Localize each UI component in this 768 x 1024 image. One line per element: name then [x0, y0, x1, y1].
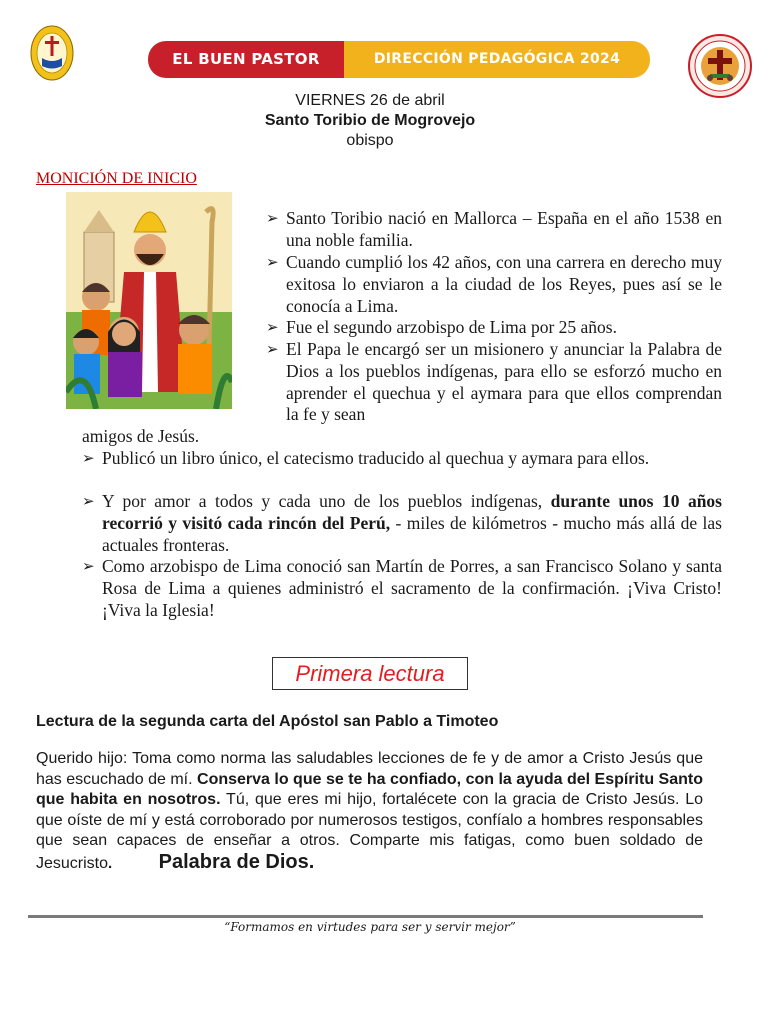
monicion-bullet-6: ➢ Y por amor a todos y cada uno de los pueblos indígenas, durante unos 10 años recorrió y visitó cada rincón del Perú, - miles de kilómetros - mucho más allá de las actuales fronteras. — [82, 491, 722, 555]
arrow-bullet-icon: ➢ — [82, 494, 95, 510]
banner-department: DIRECCIÓN PEDAGÓGICA 2024 — [344, 41, 650, 78]
arrow-bullet-icon: ➢ — [82, 451, 95, 467]
monicion-heading: MONICIÓN DE INICIO — [36, 170, 197, 187]
school-logo — [30, 24, 74, 82]
footer-motto: “Formamos en virtudes para ser y servir mejor” — [224, 920, 516, 934]
arrow-bullet-icon: ➢ — [266, 255, 279, 271]
banner-school-name: EL BUEN PASTOR — [148, 41, 344, 78]
monicion-bullet-4-continuation: amigos de Jesús. — [82, 426, 200, 446]
footer-divider — [28, 915, 703, 918]
emphasis-text: durante unos 10 años recorrió y visitó cada rincón del Perú, — [102, 491, 722, 533]
arrow-bullet-icon: ➢ — [266, 342, 279, 358]
parish-seal — [688, 34, 752, 98]
saint-title: obispo — [346, 132, 394, 149]
arrow-bullet-icon: ➢ — [266, 211, 279, 227]
monicion-bullet-2: ➢ Cuando cumplió los 42 años, con una carrera en derecho muy exitosa lo enviaron a la ciudad de los Reyes, pues así se le conocía a Lima. — [266, 252, 722, 316]
monicion-bullet-4: ➢ El Papa le encargó ser un misionero y anunciar la Palabra de Dios a los pueblos indígenas, para ello se esforzó mucho en aprender el quechua y el aymara para que ellos comprendan la fe y sean — [266, 339, 722, 425]
date-line: VIERNES 26 de abril — [295, 92, 445, 109]
saint-illustration — [66, 192, 232, 409]
saint-name: Santo Toribio de Mogrovejo — [264, 112, 476, 129]
closing-acclamation: Palabra de Dios. — [158, 850, 315, 873]
header-banner — [148, 41, 650, 78]
primera-lectura-title: Primera lectura — [272, 657, 468, 690]
reading-emphasis: Conserva lo que se te ha confiado, con la ayuda del Espíritu Santo que habita en nosotros. — [36, 770, 703, 809]
monicion-bullet-1: ➢ Santo Toribio nació en Mallorca – España en el año 1538 en una noble familia. — [266, 208, 722, 250]
reading-body: Querido hijo: Toma como norma las saludables lecciones de fe y de amor a Cristo Jesús que has escuchado de mí. Conserva lo que se te ha confiado, con la ayuda del Espíritu Santo que habita en nosotros. Tú, que eres mi hijo, fortalécete con la gracia de Cristo Jesús. Lo que oíste de mí y está corroborado por numerosos testigos, confíalo a hombres responsables que sean capaces de enseñar a otros. Comparte mis fatigas, como buen soldado de Jesucristo. Palabra de Dios. — [36, 750, 703, 873]
monicion-bullet-7: ➢ Como arzobispo de Lima conoció san Martín de Porres, a san Francisco Solano y santa Rosa de Lima a quienes administró el sacramento de la confirmación. ¡Viva Cristo! ¡Viva la Iglesia! — [82, 556, 722, 620]
arrow-bullet-icon: ➢ — [82, 559, 95, 575]
monicion-bullet-5: ➢ Publicó un libro único, el catecismo traducido al quechua y aymara para ellos. — [82, 448, 722, 470]
reading-heading: Lectura de la segunda carta del Apóstol san Pablo a Timoteo — [36, 713, 499, 730]
arrow-bullet-icon: ➢ — [266, 320, 279, 336]
monicion-bullet-3: ➢ Fue el segundo arzobispo de Lima por 25 años. — [266, 317, 722, 339]
